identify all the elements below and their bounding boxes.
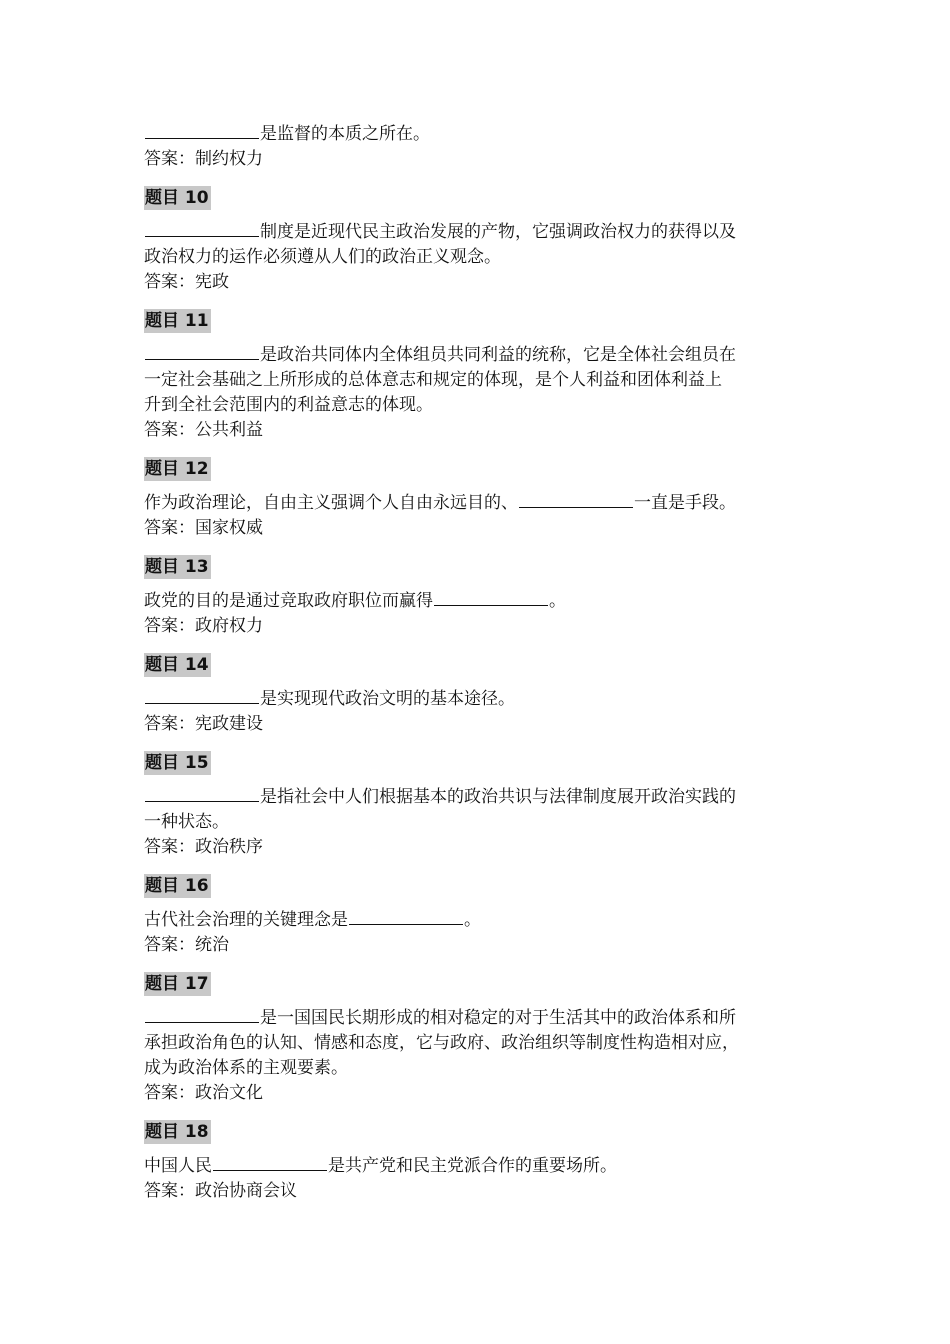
question-15 xyxy=(144,751,824,860)
question-text: 。 xyxy=(464,910,481,930)
answer-text: 答案：政治文化 xyxy=(144,1083,263,1103)
question-text: 是实现现代政治文明的基本途径。 xyxy=(260,689,515,709)
question-text-line: 政治权力的运作必须遵从人们的政治正义观念。 xyxy=(144,247,501,267)
question-text: 一直是手段。 xyxy=(634,493,736,513)
question-13 xyxy=(144,555,824,639)
answer-text: 答案：国家权威 xyxy=(144,518,263,538)
fill-blank xyxy=(145,220,259,237)
question-text: 是政治共同体内全体组员共同利益的统称，它是全体社会组员在 xyxy=(260,345,736,365)
question-text-line xyxy=(144,785,824,810)
question-text-line: 一定社会基础之上所形成的总体意志和规定的体现，是个人利益和团体利益上 xyxy=(144,370,722,390)
question-text: 是共产党和民主党派合作的重要场所。 xyxy=(328,1156,617,1176)
answer-text: 答案：政治秩序 xyxy=(144,837,263,857)
question-14 xyxy=(144,653,824,737)
question-text: 政党的目的是通过竞取政府职位而赢得 xyxy=(144,591,433,611)
question-title: 题目 15 xyxy=(145,753,209,773)
question-10 xyxy=(144,186,824,295)
question-title: 题目 12 xyxy=(145,459,209,479)
question-12 xyxy=(144,457,824,541)
question-intro xyxy=(144,122,824,172)
question-17 xyxy=(144,972,824,1106)
question-text-line xyxy=(144,122,824,147)
fill-blank xyxy=(519,491,633,508)
question-text-line xyxy=(144,491,824,516)
question-text-line xyxy=(144,1006,824,1031)
question-text: 古代社会治理的关键理念是 xyxy=(144,910,348,930)
question-text: 制度是近现代民主政治发展的产物，它强调政治权力的获得以及 xyxy=(260,222,736,242)
question-text-line xyxy=(144,1154,824,1179)
question-text: 是一国国民长期形成的相对稳定的对于生活其中的政治体系和所 xyxy=(260,1008,736,1028)
answer-text: 答案：统治 xyxy=(144,935,229,955)
question-text-line: 承担政治角色的认知、情感和态度，它与政府、政治组织等制度性构造相对应， xyxy=(144,1033,739,1053)
answer-text: 答案：宪政建设 xyxy=(144,714,263,734)
question-text: 作为政治理论，自由主义强调个人自由永远目的、 xyxy=(144,493,518,513)
answer-text: 答案：制约权力 xyxy=(144,149,263,169)
answer-text: 答案：公共利益 xyxy=(144,420,263,440)
fill-blank xyxy=(145,785,259,802)
question-title: 题目 13 xyxy=(145,557,209,577)
question-text: 中国人民 xyxy=(144,1156,212,1176)
answer-text: 答案：政府权力 xyxy=(144,616,263,636)
fill-blank xyxy=(213,1154,327,1171)
question-18 xyxy=(144,1120,824,1204)
question-11 xyxy=(144,309,824,443)
question-text: 是监督的本质之所在。 xyxy=(260,124,430,144)
question-text-line xyxy=(144,908,824,933)
question-text: 是指社会中人们根据基本的政治共识与法律制度展开政治实践的 xyxy=(260,787,736,807)
question-title: 题目 14 xyxy=(145,655,209,675)
answer-text: 答案：政治协商会议 xyxy=(144,1181,297,1201)
fill-blank xyxy=(145,1006,259,1023)
question-text-line: 成为政治体系的主观要素。 xyxy=(144,1058,348,1078)
question-text-line: 一种状态。 xyxy=(144,812,229,832)
fill-blank xyxy=(145,343,259,360)
fill-blank xyxy=(349,908,463,925)
question-text-line xyxy=(144,589,824,614)
question-text-line xyxy=(144,220,824,245)
fill-blank xyxy=(145,122,259,139)
question-text: 。 xyxy=(549,591,566,611)
fill-blank xyxy=(434,589,548,606)
answer-text: 答案：宪政 xyxy=(144,272,229,292)
document-content xyxy=(144,122,824,1204)
question-title: 题目 16 xyxy=(145,876,209,896)
fill-blank xyxy=(145,687,259,704)
question-title: 题目 11 xyxy=(145,311,209,331)
question-text-line xyxy=(144,687,824,712)
question-text-line: 升到全社会范围内的利益意志的体现。 xyxy=(144,395,433,415)
question-text-line xyxy=(144,343,824,368)
question-title: 题目 17 xyxy=(145,974,209,994)
question-16 xyxy=(144,874,824,958)
question-title: 题目 10 xyxy=(145,188,209,208)
question-title: 题目 18 xyxy=(145,1122,209,1142)
